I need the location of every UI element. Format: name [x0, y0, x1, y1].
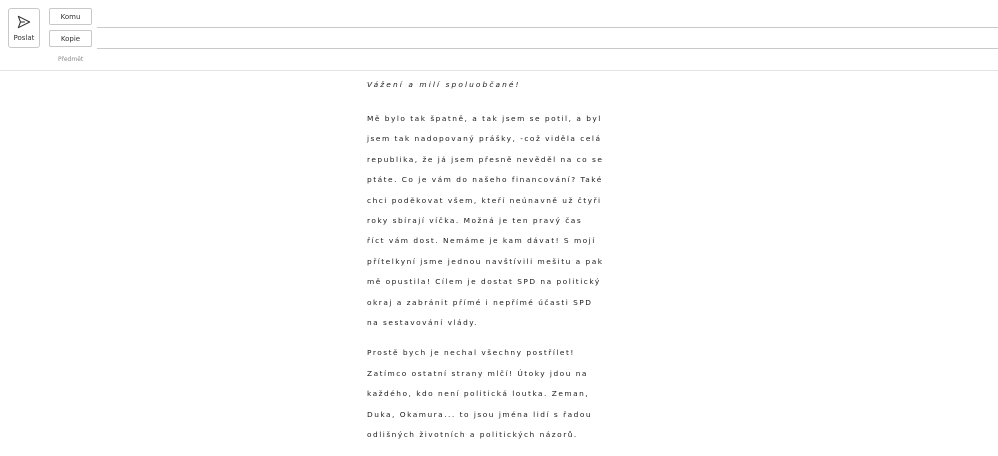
- text-line: okraj a zabránit přímé i nepřímé účasti SPD: [367, 297, 593, 307]
- text-line: jsem tak nadopovaný prášky, -což viděla celá: [367, 134, 602, 144]
- text-line: přítelkyní jsme jednou navštívili mešitu a pak: [367, 256, 604, 266]
- text-line: chci poděkovat všem, kteří neúnavně už čtyři: [367, 195, 602, 205]
- text-line: na sestavování vlády.: [367, 318, 478, 328]
- text-line: každého, kdo není politická loutka. Zeman,: [367, 389, 590, 399]
- text-line: republika, že já jsem přesně nevěděl na co se: [367, 154, 604, 164]
- text-line: roky sbírají víčka. Možná je ten pravý čas: [367, 216, 583, 226]
- send-icon: [17, 15, 31, 29]
- text-line: Zatímco ostatní strany mlčí! Útoky jdou na: [367, 368, 588, 378]
- text-line: mě opustila! Cílem je dostat SPD na politický: [367, 277, 601, 287]
- text-line: Mě bylo tak špatně, a tak jsem se potil, a byl: [367, 114, 602, 123]
- paragraph-1: [367, 109, 647, 333]
- message-body[interactable]: [367, 79, 647, 456]
- text-line: ptáte. Co je vám do našeho financování? Také: [367, 175, 603, 185]
- paragraph-2: [367, 343, 647, 445]
- text-line: Duka, Okamura... to jsou jména lidí s řadou: [367, 409, 593, 419]
- cc-button[interactable]: Kopie: [49, 30, 92, 47]
- subject-label: Předmět: [58, 56, 84, 63]
- to-field[interactable]: [97, 27, 998, 28]
- greeting: Vážení a milí spoluobčané!: [367, 80, 521, 89]
- cc-field[interactable]: [97, 48, 998, 49]
- text-line: říct vám dost. Nemáme je kam dávat! S mojí: [367, 236, 596, 246]
- text-line: odlišných životních a politických názorů.: [367, 430, 578, 440]
- text-line: Prostě bych je nechal všechny postřílet!: [367, 348, 575, 358]
- send-label: Poslat: [13, 34, 35, 42]
- send-button[interactable]: [8, 8, 40, 48]
- compose-header: [0, 0, 998, 71]
- to-button[interactable]: Komu: [49, 8, 92, 25]
